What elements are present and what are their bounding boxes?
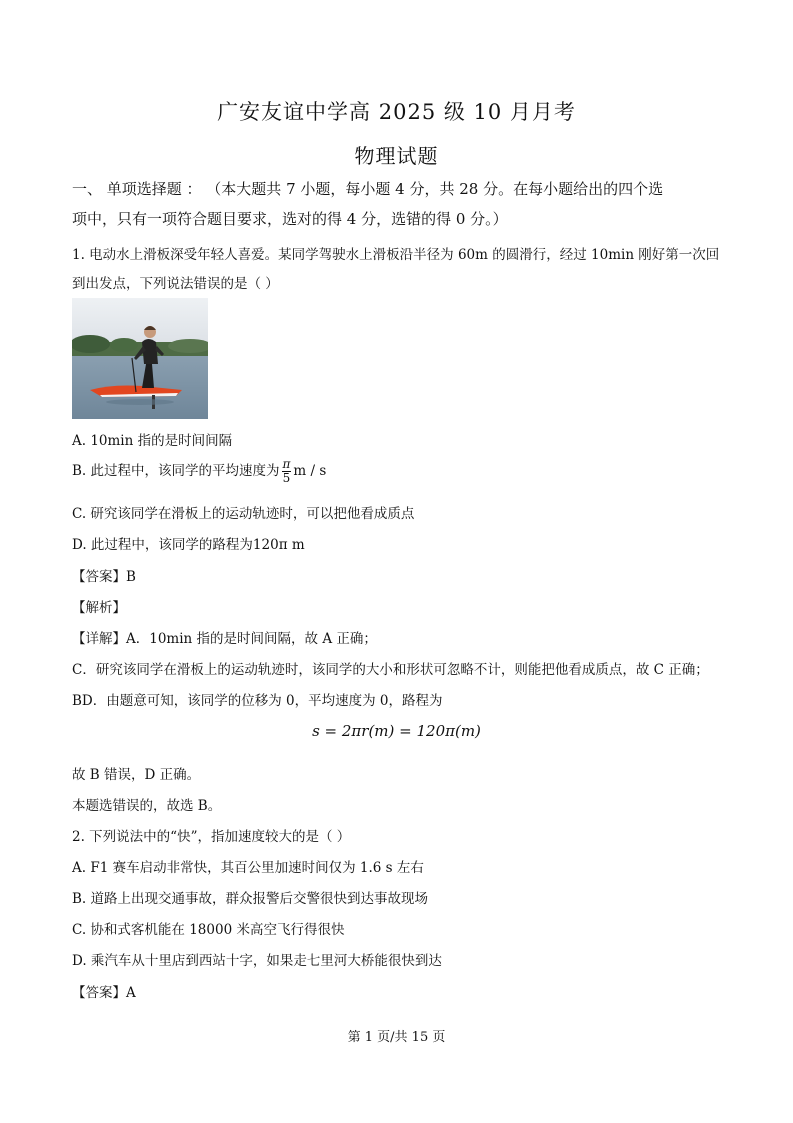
q1-formula: s = 2πr(m) = 120π(m)	[312, 722, 481, 740]
q1-option-a: A. 10min 指的是时间间隔	[72, 433, 233, 449]
exam-subject: 物理试题	[354, 144, 439, 168]
fraction	[282, 458, 292, 485]
q1-detail-conclusion: 故 B 错误，D 正确。	[72, 767, 201, 783]
q1-stem-line2: 到出发点，下列说法错误的是（ ）	[72, 276, 279, 292]
hydrofoil-rider-illustration	[72, 298, 208, 419]
q1-option-b-text: B. 此过程中，该同学的平均速度为	[72, 463, 280, 479]
q2-option-b: B. 道路上出现交通事故，群众报警后交警很快到达事故现场	[72, 891, 429, 907]
q2-option-d: D. 乘汽车从十里店到西站十字，如果走七里河大桥能很快到达	[72, 953, 442, 969]
q1-detail-c: C．研究该同学在滑板上的运动轨迹时，该同学的大小和形状可忽略不计，则能把他看成质点，故 C 正确；	[72, 662, 709, 678]
section-heading: 一、 单项选择题 ： （本大题共 7 小题，每小题 4 分，共 28 分。在每小题给出的四个选	[72, 180, 664, 198]
page-number: 第 1 页/共 15 页	[347, 1030, 446, 1045]
exam-title: 广安友谊中学高 2025 级 10 月月考	[217, 100, 576, 124]
hydrofoil-photo	[72, 298, 208, 419]
q1-analysis-label: 【解析】	[72, 600, 126, 616]
fraction-denominator: 5	[282, 471, 291, 485]
q1-option-c: C. 研究该同学在滑板上的运动轨迹时，可以把他看成质点	[72, 506, 415, 522]
q2-answer: 【答案】A	[72, 985, 136, 1001]
section-heading-cont: 项中，只有一项符合题目要求，选对的得 4 分，选错的得 0 分。）	[72, 210, 508, 228]
q2-option-a: A. F1 赛车启动非常快，其百公里加速时间仅为 1.6 s 左右	[72, 860, 424, 876]
q2-stem: 2. 下列说法中的“快”，指加速度较大的是（ ）	[72, 829, 351, 845]
q1-option-b-unit: m / s	[293, 463, 327, 479]
fraction-numerator: π	[282, 457, 291, 471]
q1-detail-final: 本题选错误的，故选 B。	[72, 798, 222, 814]
q1-detail-a: 【详解】A．10min 指的是时间间隔，故 A 正确；	[72, 631, 377, 647]
q1-answer: 【答案】B	[72, 569, 136, 585]
q1-option-d: D. 此过程中，该同学的路程为120π m	[72, 537, 305, 553]
q1-detail-bd: BD．由题意可知，该同学的位移为 0，平均速度为 0，路程为	[72, 693, 443, 709]
q2-option-c: C. 协和式客机能在 18000 米高空飞行得很快	[72, 922, 345, 938]
q1-option-b	[72, 458, 326, 485]
q1-stem-line1: 1. 电动水上滑板深受年轻人喜爱。某同学驾驶水上滑板沿半径为 60m 的圆滑行，经过 10min 刚好第一次回	[72, 247, 720, 263]
